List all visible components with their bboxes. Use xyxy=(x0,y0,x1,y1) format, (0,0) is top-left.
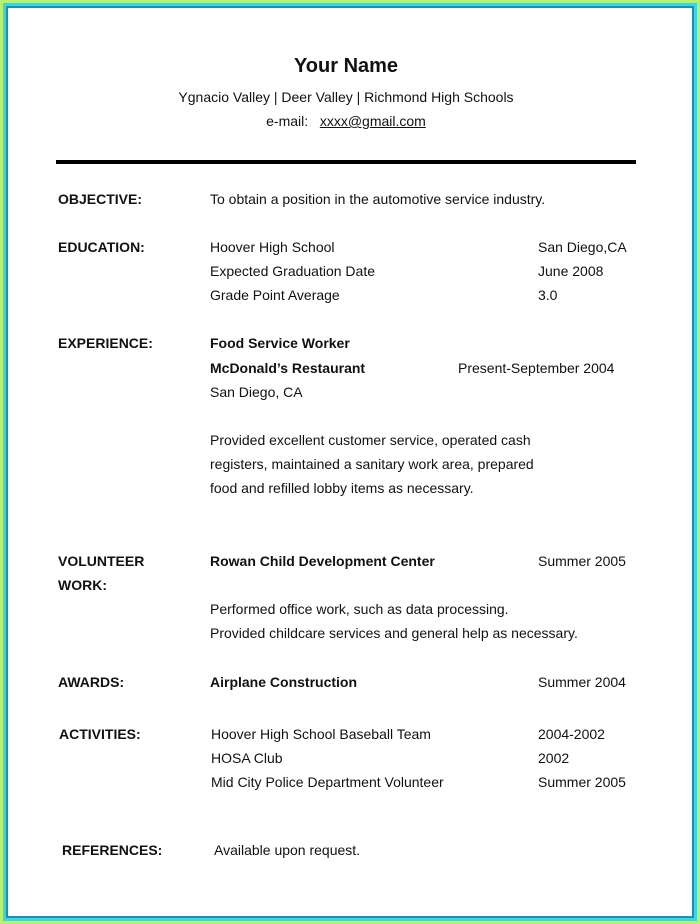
volunteer-desc-line: Provided childcare services and general help as necessary. xyxy=(210,625,578,641)
experience-employer: McDonald’s Restaurant xyxy=(210,360,366,376)
volunteer-dates: Summer 2005 xyxy=(538,553,626,569)
schools-line: Ygnacio Valley | Deer Valley | Richmond High Schools xyxy=(178,89,514,105)
activity-date: 2002 xyxy=(538,750,570,766)
header-divider xyxy=(56,160,636,164)
volunteer-heading-line2: WORK: xyxy=(58,577,107,593)
objective-text: To obtain a position in the automotive service industry. xyxy=(210,191,546,207)
education-school: Hoover High School xyxy=(210,239,335,255)
education-gpa-label: Grade Point Average xyxy=(210,287,340,303)
experience-heading: EXPERIENCE: xyxy=(58,335,153,351)
email-link[interactable]: xxxx@gmail.com xyxy=(319,113,426,129)
experience-desc-line: food and refilled lobby items as necessary. xyxy=(210,480,474,496)
education-grad-label: Expected Graduation Date xyxy=(210,263,375,279)
award-name: Airplane Construction xyxy=(210,674,358,690)
objective-heading: OBJECTIVE: xyxy=(58,191,143,207)
activity-item: Hoover High School Baseball Team xyxy=(211,726,431,742)
experience-dates: Present-September 2004 xyxy=(458,360,615,376)
activities-heading: ACTIVITIES: xyxy=(59,726,141,742)
experience-desc-line: Provided excellent customer service, operated cash xyxy=(210,432,531,448)
activity-item: HOSA Club xyxy=(211,750,283,766)
experience-desc-line: registers, maintained a sanitary work area, prepared xyxy=(210,456,534,472)
volunteer-desc-line: Performed office work, such as data processing. xyxy=(210,601,509,617)
activity-date: Summer 2005 xyxy=(538,774,626,790)
experience-job-title: Food Service Worker xyxy=(210,335,350,351)
references-text: Available upon request. xyxy=(214,842,361,858)
volunteer-heading: VOLUNTEER xyxy=(58,553,145,569)
references-heading: REFERENCES: xyxy=(62,842,163,858)
volunteer-org: Rowan Child Development Center xyxy=(210,553,435,569)
email-line xyxy=(0,112,692,130)
activity-item: Mid City Police Department Volunteer xyxy=(211,774,444,790)
activity-date: 2004-2002 xyxy=(538,726,605,742)
education-heading: EDUCATION: xyxy=(58,239,145,255)
email-label: e-mail: xyxy=(266,113,309,129)
award-date: Summer 2004 xyxy=(538,674,626,690)
education-gpa-value: 3.0 xyxy=(538,287,558,303)
resume-name: Your Name xyxy=(293,55,399,77)
education-grad-date: June 2008 xyxy=(538,263,604,279)
awards-heading: AWARDS: xyxy=(58,674,125,690)
education-school-location: San Diego,CA xyxy=(538,239,627,255)
experience-location: San Diego, CA xyxy=(210,384,303,400)
